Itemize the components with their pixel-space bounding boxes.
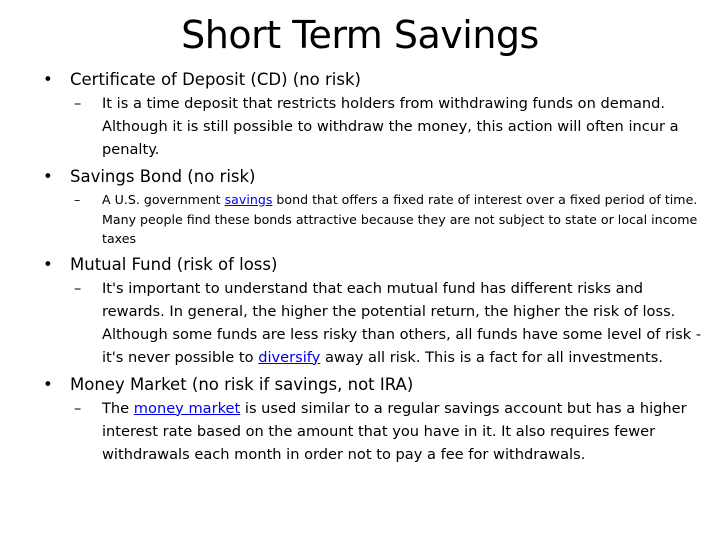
sub-point (36, 190, 702, 249)
bullet-point (36, 373, 702, 396)
diversify-link[interactable]: diversify (258, 348, 321, 366)
item-detail-after: away all risk. This is a fact for all investments. (320, 348, 663, 366)
list-item-savings-bond (36, 165, 702, 249)
bullet-icon: • (43, 254, 53, 274)
sub-point (36, 277, 702, 369)
item-detail-after: is used similar to a regular savings account but has a higher interest rate based on the amount that you have in it. It also requires fewer withdrawals each month in order not to pay a fee for withdrawals. (102, 399, 687, 463)
item-heading: Mutual Fund (risk of loss) (70, 254, 278, 274)
list-item-mutual-fund (36, 253, 702, 369)
item-detail-after: bond that offers a fixed rate of interest over a fixed period of time. Many people find these bonds attractive because they are not subject to state or local income taxes (102, 192, 698, 246)
dash-icon: – (74, 192, 81, 207)
bullet-list (36, 64, 702, 466)
bullet-point (36, 68, 702, 91)
item-heading: Money Market (no risk if savings, not IRA) (70, 374, 414, 394)
bullet-point (36, 165, 702, 188)
slide-title: Short Term Savings (181, 13, 539, 57)
bullet-icon: • (43, 70, 53, 89)
item-detail-before: A U.S. government (102, 192, 225, 207)
dash-icon: – (74, 399, 82, 417)
sub-point (36, 397, 702, 466)
item-detail-before: The (102, 399, 134, 417)
bullet-icon: • (43, 374, 53, 394)
bullet-point (36, 253, 702, 276)
bullet-icon: • (43, 167, 53, 186)
savings-link[interactable]: savings (224, 192, 273, 207)
item-detail-before: It's important to understand that each mutual fund has different risks and rewards. In general, the higher the potential return, the higher the risk of loss. Although some funds are less risky than others, all funds have some level of risk - it's never possible to (102, 279, 702, 366)
item-heading: Certificate of Deposit (CD) (no risk) (70, 70, 361, 89)
money-market-link[interactable]: money market (133, 399, 241, 417)
item-detail: It is a time deposit that restricts holders from withdrawing funds on demand. Although it is still possible to withdraw the money, this action will often incur a penalty. (102, 95, 679, 158)
list-item-certificate-of-deposit (36, 68, 702, 161)
item-heading: Savings Bond (no risk) (70, 167, 256, 186)
sub-point (36, 92, 702, 161)
dash-icon: – (74, 279, 82, 297)
dash-icon: – (74, 95, 82, 112)
list-item-money-market (36, 373, 702, 466)
